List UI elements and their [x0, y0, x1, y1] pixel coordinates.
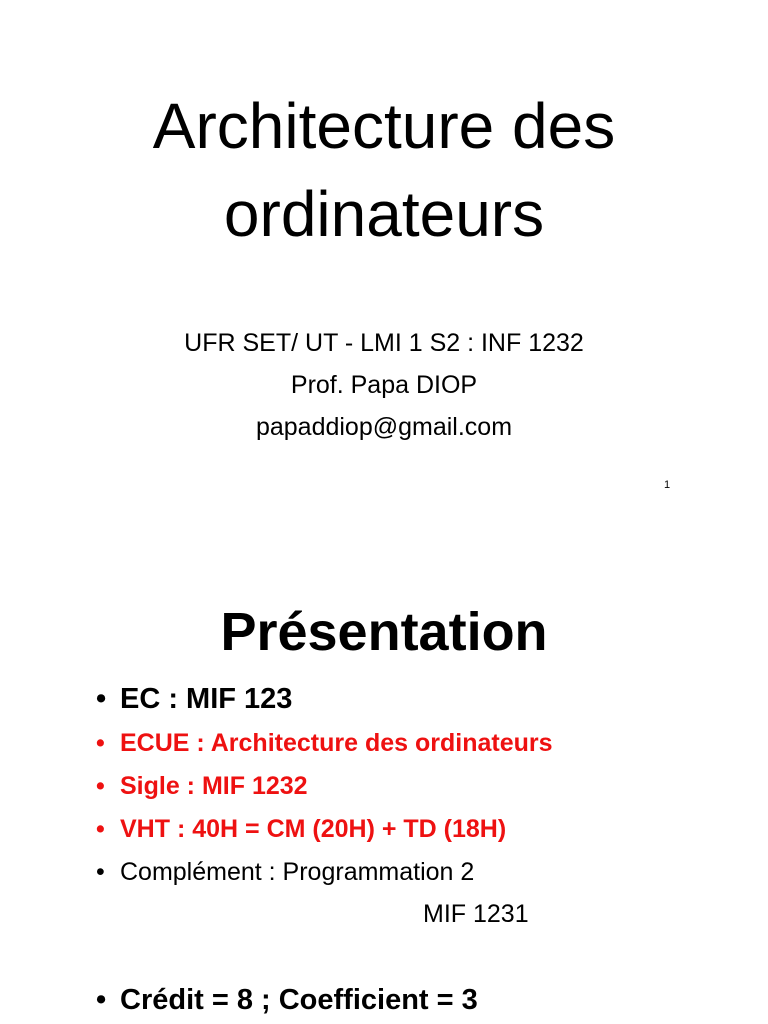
title-line-1: Architecture des: [152, 90, 616, 162]
slide-2: [0, 512, 768, 1024]
course-info: [0, 322, 768, 448]
bullet-icon: •: [96, 815, 105, 843]
bullet-icon: •: [96, 984, 107, 1016]
bullet-list: [96, 676, 716, 1023]
title-line-2: ordinateurs: [223, 178, 545, 250]
list-item: [96, 765, 716, 808]
bullet-icon: •: [96, 729, 105, 757]
list-item: [96, 851, 716, 893]
list-item-text: EC : MIF 123: [120, 683, 293, 715]
list-spacer: [96, 935, 716, 977]
page-number: 1: [664, 479, 671, 491]
author-email: papaddiop@gmail.com: [255, 413, 513, 441]
author-name: Prof. Papa DIOP: [290, 371, 478, 399]
bullet-icon: •: [96, 772, 105, 800]
list-item-continuation: MIF 1231: [423, 900, 529, 928]
list-item: [96, 676, 716, 722]
list-item-text: Sigle : MIF 1232: [120, 772, 308, 800]
bullet-icon: •: [96, 683, 107, 715]
list-item-text: Complément : Programmation 2: [120, 858, 475, 886]
bullet-icon: •: [96, 858, 105, 886]
list-item: [96, 722, 716, 765]
list-item-text: Crédit = 8 ; Coefficient = 3: [120, 984, 478, 1016]
list-item-text: ECUE : Architecture des ordinateurs: [120, 729, 553, 757]
course-code: UFR SET/ UT - LMI 1 S2 : INF 1232: [184, 329, 584, 357]
list-item: [96, 977, 716, 1023]
slide-title: Présentation: [220, 602, 548, 662]
list-item-text: VHT : 40H = CM (20H) + TD (18H): [120, 815, 507, 843]
list-item: [96, 808, 716, 851]
slide-title: [0, 82, 768, 258]
